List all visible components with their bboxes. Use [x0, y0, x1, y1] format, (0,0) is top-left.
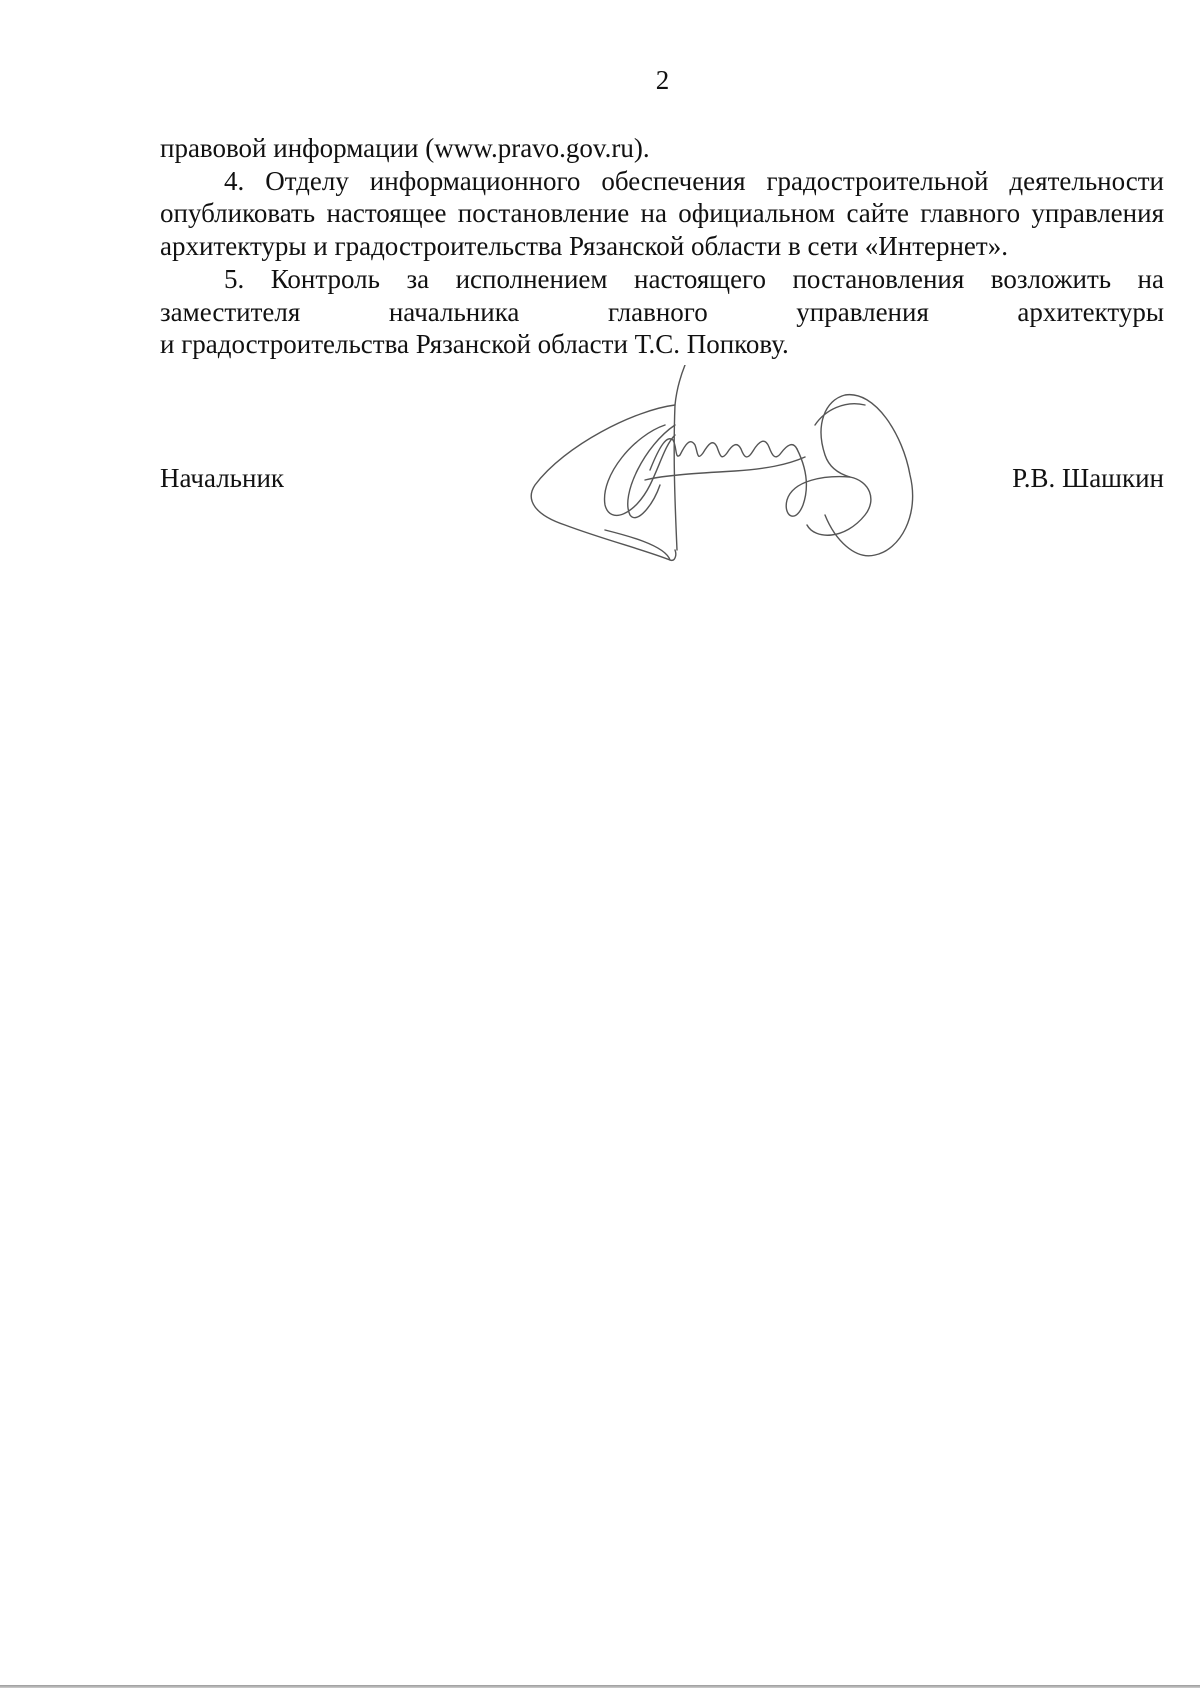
- signatory-title: Начальник: [160, 463, 285, 493]
- paragraph-5-end: и градостроительства Рязанской области Т.С. Попкову.: [160, 329, 789, 359]
- page-bottom-edge: [0, 1685, 1200, 1688]
- page-number: 2: [655, 65, 670, 95]
- signature-block: [160, 462, 1164, 502]
- paragraph-5-start: 5. Контроль за исполнением настоящего постановления возложить на заместителя начальника главного управления архитектуры: [160, 264, 1164, 327]
- document-body: [160, 132, 1164, 361]
- paragraph-4: 4. Отделу информационного обеспечения градостроительной деятельности опубликовать настоящее постановление на официальном сайте главного управления архитектуры и градостроительства Рязанской области в сети «Интернет».: [160, 165, 1164, 261]
- paragraph-3-continuation: правовой информации (www.pravo.gov.ru).: [160, 133, 650, 163]
- signatory-name: Р.В. Шашкин: [1012, 463, 1164, 493]
